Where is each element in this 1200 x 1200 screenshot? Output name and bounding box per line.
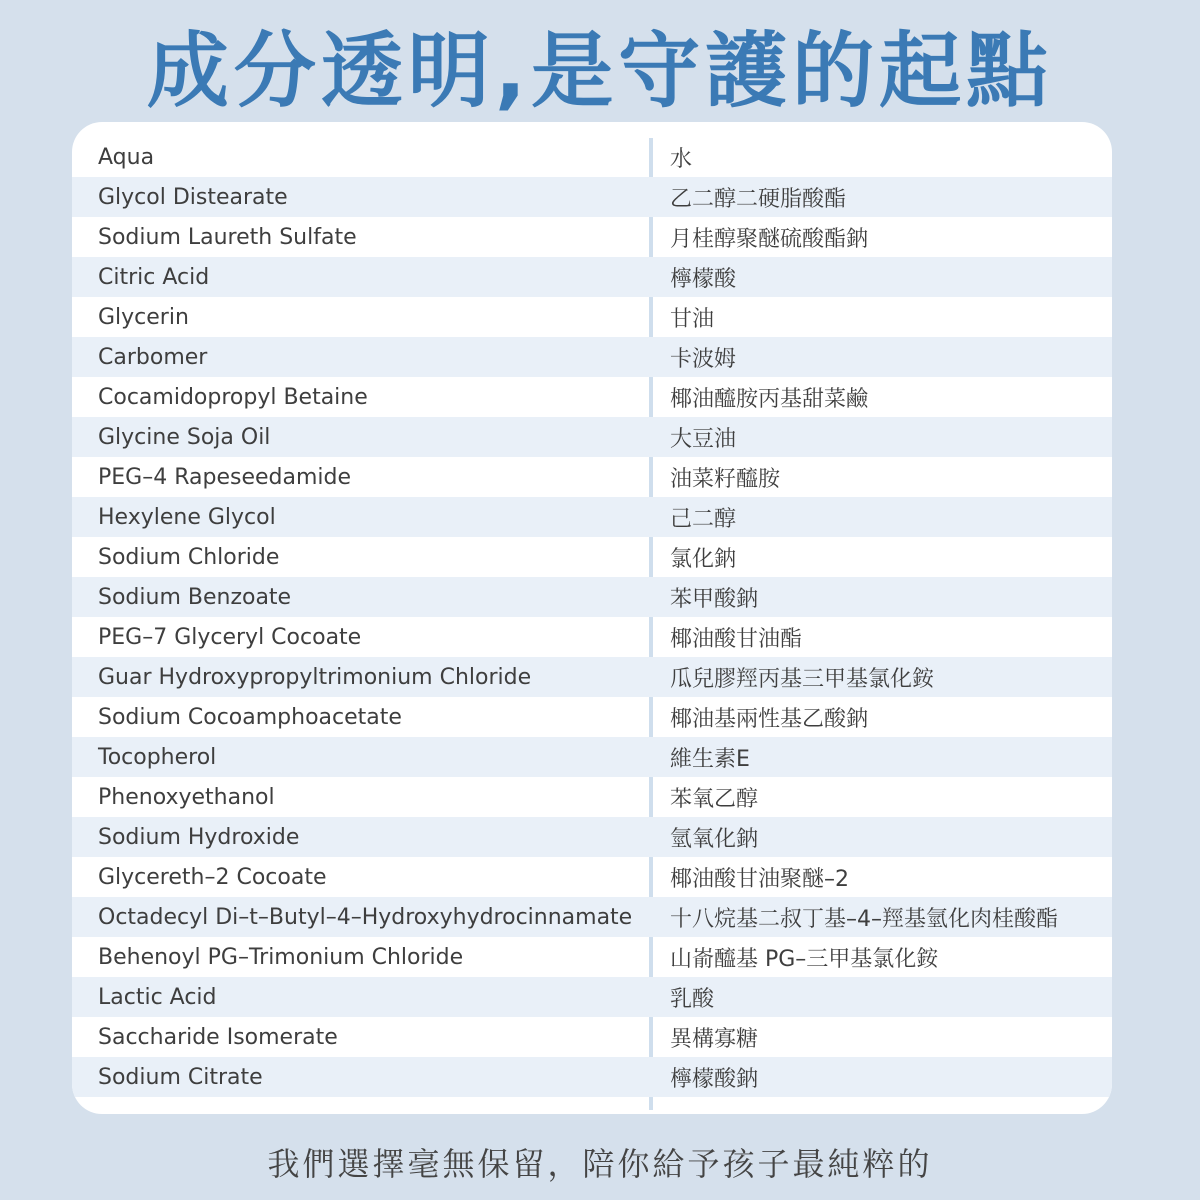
ingredient-chinese-name: 大豆油: [670, 426, 737, 452]
ingredient-inci-name: Sodium Laureth Sulfate: [98, 224, 357, 250]
ingredient-chinese-name: 苯甲酸鈉: [670, 586, 759, 612]
ingredient-inci-name: Lactic Acid: [98, 984, 217, 1010]
ingredient-chinese-name: 乙二醇二硬脂酸酯: [670, 186, 847, 212]
ingredient-chinese-name: 椰油酸甘油聚醚–2: [670, 866, 849, 892]
ingredient-inci-name: Citric Acid: [98, 264, 210, 290]
table-row: [72, 977, 1112, 1017]
table-row: [72, 377, 1112, 417]
ingredient-inci-name: Glycol Distearate: [98, 184, 288, 210]
ingredient-inci-name: Sodium Benzoate: [98, 584, 292, 610]
table-row: [72, 777, 1112, 817]
page-title: 成分透明,是守護的起點: [146, 24, 1054, 119]
table-row: [72, 337, 1112, 377]
table-row: [72, 1017, 1112, 1057]
ingredient-chinese-name: 十八烷基二叔丁基–4–羥基氫化肉桂酸酯: [670, 906, 1058, 932]
ingredient-chinese-name: 異構寡糖: [670, 1026, 759, 1052]
table-row: [72, 257, 1112, 297]
ingredient-chinese-name: 維生素E: [670, 746, 750, 772]
ingredient-chinese-name: 瓜兒膠羥丙基三甲基氯化銨: [670, 666, 935, 692]
ingredient-chinese-name: 椰油醯胺丙基甜菜鹼: [670, 386, 869, 412]
table-row: [72, 217, 1112, 257]
table-row: [72, 657, 1112, 697]
ingredient-inci-name: Sodium Cocoamphoacetate: [98, 704, 402, 730]
ingredient-inci-name: Glycereth–2 Cocoate: [98, 864, 327, 890]
table-row: [72, 537, 1112, 577]
ingredients-table: [72, 137, 1112, 1097]
ingredient-inci-name: Glycerin: [98, 304, 189, 330]
ingredient-chinese-name: 山嵛醯基 PG–三甲基氯化銨: [670, 946, 939, 972]
table-row: [72, 937, 1112, 977]
ingredient-inci-name: Sodium Chloride: [98, 544, 280, 570]
ingredient-inci-name: Glycine Soja Oil: [98, 424, 271, 450]
ingredient-inci-name: Behenoyl PG–Trimonium Chloride: [98, 944, 464, 970]
table-row: [72, 297, 1112, 337]
table-row: [72, 617, 1112, 657]
table-row: [72, 137, 1112, 177]
ingredient-inci-name: Carbomer: [98, 344, 208, 370]
footer-text: 我們選擇毫無保留，陪你給予孩子最純粹的: [267, 1145, 933, 1183]
ingredient-inci-name: Sodium Citrate: [98, 1064, 263, 1090]
table-row: [72, 417, 1112, 457]
ingredient-inci-name: Cocamidopropyl Betaine: [98, 384, 368, 410]
table-row: [72, 817, 1112, 857]
table-row: [72, 697, 1112, 737]
ingredient-chinese-name: 氫氧化鈉: [670, 826, 759, 852]
ingredient-chinese-name: 乳酸: [670, 986, 715, 1012]
ingredient-inci-name: Saccharide Isomerate: [98, 1024, 338, 1050]
ingredient-chinese-name: 甘油: [670, 306, 715, 332]
table-row: [72, 737, 1112, 777]
ingredient-chinese-name: 檸檬酸鈉: [670, 1066, 759, 1092]
ingredient-chinese-name: 氯化鈉: [670, 546, 737, 572]
ingredient-chinese-name: 椰油酸甘油酯: [670, 626, 803, 652]
ingredient-inci-name: PEG–7 Glyceryl Cocoate: [98, 624, 362, 650]
ingredient-inci-name: Octadecyl Di–t–Butyl–4–Hydroxyhydrocinnamate: [98, 904, 633, 930]
table-row: [72, 577, 1112, 617]
table-row: [72, 177, 1112, 217]
ingredient-chinese-name: 己二醇: [670, 506, 737, 532]
ingredient-chinese-name: 檸檬酸: [670, 266, 737, 292]
table-row: [72, 497, 1112, 537]
ingredients-card: [72, 122, 1112, 1114]
ingredient-inci-name: PEG–4 Rapeseedamide: [98, 464, 352, 490]
ingredient-chinese-name: 月桂醇聚醚硫酸酯鈉: [670, 226, 869, 252]
ingredient-chinese-name: 椰油基兩性基乙酸鈉: [670, 706, 869, 732]
ingredient-chinese-name: 卡波姆: [670, 346, 737, 372]
table-row: [72, 857, 1112, 897]
table-row: [72, 1057, 1112, 1097]
ingredient-inci-name: Aqua: [98, 144, 155, 170]
ingredient-inci-name: Sodium Hydroxide: [98, 824, 300, 850]
ingredient-inci-name: Hexylene Glycol: [98, 504, 276, 530]
ingredient-inci-name: Tocopherol: [98, 744, 217, 770]
ingredient-chinese-name: 水: [670, 146, 693, 172]
ingredient-chinese-name: 苯氧乙醇: [670, 786, 759, 812]
table-row: [72, 457, 1112, 497]
table-row: [72, 897, 1112, 937]
ingredient-inci-name: Guar Hydroxypropyltrimonium Chloride: [98, 664, 532, 690]
ingredient-chinese-name: 油菜籽醯胺: [670, 466, 781, 492]
ingredient-inci-name: Phenoxyethanol: [98, 784, 275, 810]
